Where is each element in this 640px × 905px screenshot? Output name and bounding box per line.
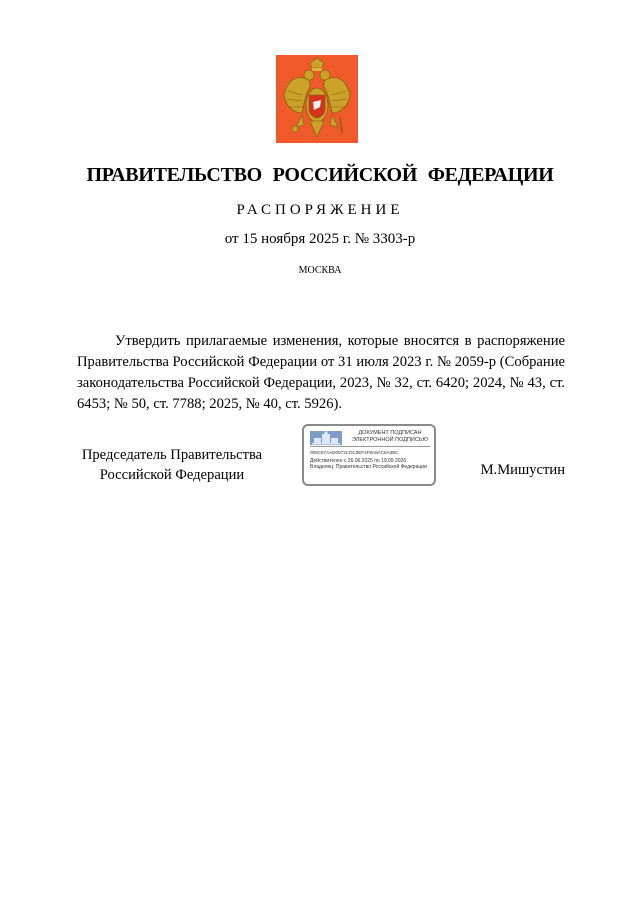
stamp-divider bbox=[310, 446, 430, 447]
stamp-owner: Владелец: Правительство Российской Федерации bbox=[310, 464, 427, 470]
stamp-certificate: 008C87AAD0972CDC0EF4F8A8AC8A3BC bbox=[310, 450, 399, 455]
body-paragraph: Утвердить прилагаемые изменения, которые вносятся в распоряжение Правительства Российской Федерации от 31 июля 2023 г. № 2059-р (Собрание законодательства Российской Федерации, 2023, № 32, ст. 6420; 2024, № 43, ст. 6453; № 50, ст. 7788; 2025, № 40, ст. 5926). bbox=[77, 333, 565, 412]
government-title: ПРАВИТЕЛЬСТВО РОССИЙСКОЙ ФЕДЕРАЦИИ bbox=[86, 164, 554, 186]
document-date-number: от 15 ноября 2025 г. № 3303-р bbox=[224, 231, 416, 247]
signer-name: М.Мишустин bbox=[480, 462, 565, 478]
stamp-validity: Действителен с 26.06.2025 по 19.09.2026 bbox=[310, 458, 407, 464]
stamp-heading-line2: ЭЛЕКТРОННОЙ ПОДПИСЬЮ bbox=[351, 437, 429, 443]
russian-coat-of-arms-icon bbox=[276, 55, 358, 143]
stamp-heading-line1: ДОКУМЕНТ ПОДПИСАН bbox=[358, 430, 422, 436]
signatory-title-line2: Российской Федерации bbox=[99, 467, 245, 483]
signatory-title bbox=[62, 445, 282, 485]
signatory-title-line1: Председатель Правительства bbox=[81, 447, 263, 463]
body-text bbox=[77, 331, 565, 415]
government-building-icon bbox=[310, 431, 342, 450]
electronic-signature-stamp bbox=[302, 424, 436, 486]
document-type: РАСПОРЯЖЕНИЕ bbox=[236, 202, 404, 218]
stamp-heading bbox=[344, 430, 436, 444]
document-city: МОСКВА bbox=[298, 265, 342, 276]
